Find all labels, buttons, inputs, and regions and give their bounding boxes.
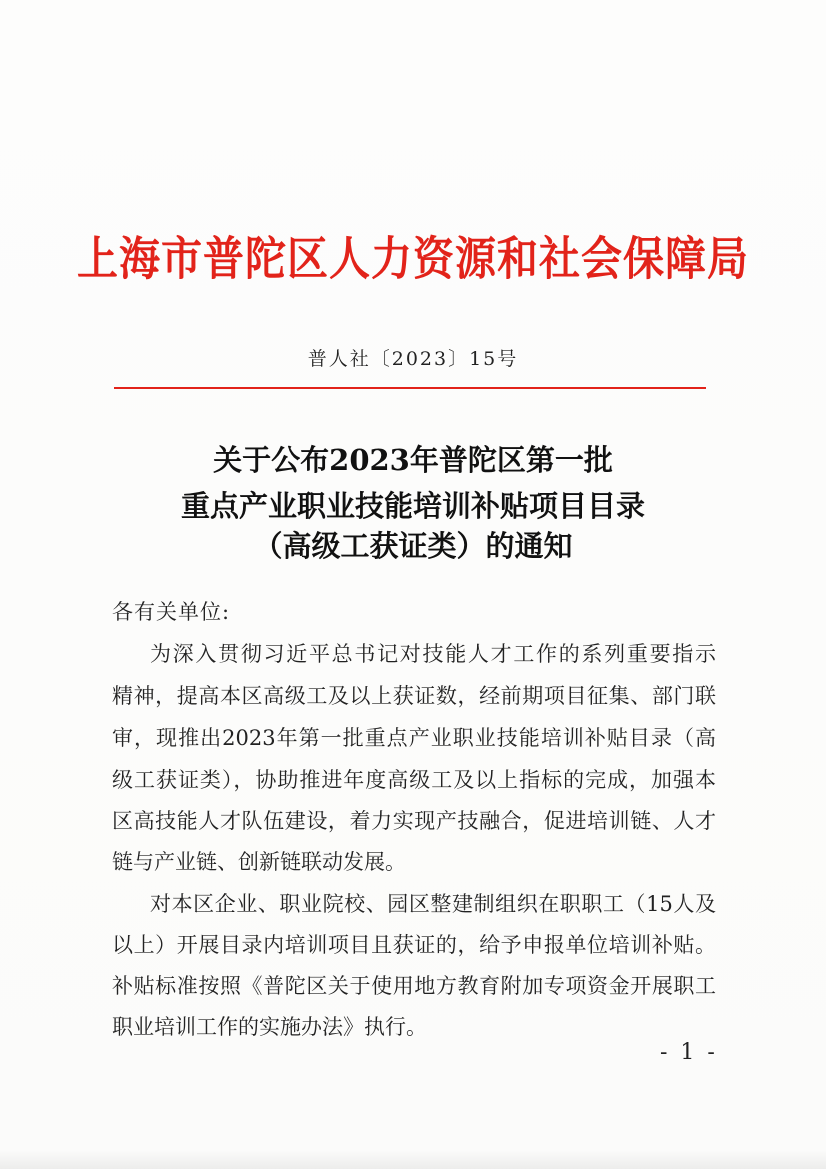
paragraph-1-line-4: 级工获证类），协助推进年度高级工及以上指标的完成，加强本 bbox=[112, 768, 716, 792]
red-separator-line bbox=[114, 387, 706, 389]
paragraph-1-line-5: 区高技能人才队伍建设，着力实现产技融合，促进培训链、人才 bbox=[112, 809, 716, 833]
scan-edge-shadow bbox=[0, 1150, 826, 1169]
paragraph-2-line-1: 对本区企业、职业院校、园区整建制组织在职职工（15人及 bbox=[150, 892, 716, 916]
title-line-2: 重点产业职业技能培训补贴项目目录 bbox=[180, 489, 645, 523]
issuer-heading: 上海市普陀区人力资源和社会保障局 bbox=[77, 232, 749, 286]
paragraph-1-line-2: 精神，提高本区高级工及以上获证数，经前期项目征集、部门联 bbox=[112, 684, 716, 708]
page-number: - 1 - bbox=[660, 1040, 718, 1065]
paragraph-1-line-3: 审，现推出2023年第一批重点产业职业技能培训补贴目录（高 bbox=[112, 726, 716, 750]
salutation: 各有关单位: bbox=[112, 600, 231, 624]
paragraph-2-line-3: 补贴标准按照《普陀区关于使用地方教育附加专项资金开展职工 bbox=[112, 974, 716, 998]
paragraph-2-line-2: 以上）开展目录内培训项目且获证的，给予申报单位培训补贴。 bbox=[112, 933, 716, 957]
title-line-3: （高级工获证类）的通知 bbox=[253, 529, 573, 563]
paragraph-1-line-6: 链与产业链、创新链联动发展。 bbox=[112, 850, 406, 874]
paragraph-2-line-4: 职业培训工作的实施办法》执行。 bbox=[112, 1015, 427, 1039]
title-line-1: 关于公布2023年普陀区第一批 bbox=[213, 443, 613, 477]
document-number: 普人社〔2023〕15号 bbox=[307, 348, 519, 370]
paragraph-1-line-1: 为深入贯彻习近平总书记对技能人才工作的系列重要指示 bbox=[150, 642, 716, 666]
